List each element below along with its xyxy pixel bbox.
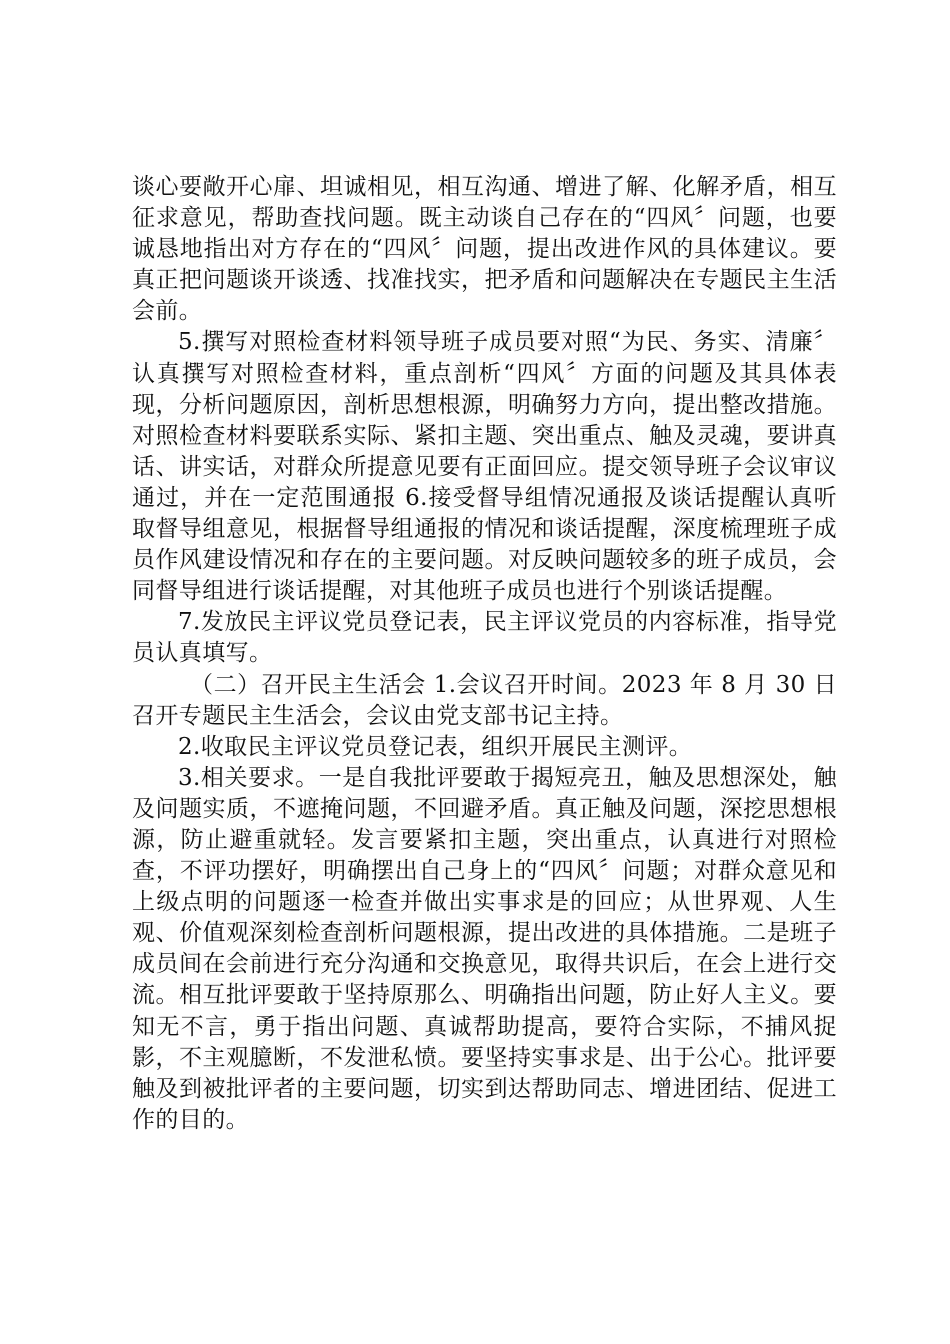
document-body [132,172,837,1136]
paragraph-item-3-requirements: 3.相关要求。一是自我批评要敢于揭短亮丑，触及思想深处，触及问题实质，不遮掩问题，不回避矛盾。真正触及问题，深挖思想根源，防止避重就轻。发言要紧扣主题，突出重点，认真进行对照检查，不评功摆好，明确摆出自己身上的“四风〞问题；对群众意见和上级点明的问题逐一检查并做出实事求是的回应；从世界观、人生观、价值观深刻检查剖析问题根源，提出改进的具体措施。二是班子成员间在会前进行充分沟通和交换意见，取得共识后，在会上进行交流。相互批评要敢于坚持原那么、明确指出问题，防止好人主义。要知无不言，勇于指出问题、真诚帮助提高，要符合实际，不捕风捉影，不主观臆断，不发泄私愤。要坚持实事求是、出于公心。批评要触及到被批评者的主要问题，切实到达帮助同志、增进团结、促进工作的目的。 [132,764,837,1133]
paragraph-heart-to-heart-talk: 谈心要敞开心扉、坦诚相见，相互沟通、增进了解、化解矛盾，相互征求意见，帮助查找问题。既主动谈自己存在的“四风〞问题，也要诚恳地指出对方存在的“四风〞问题，提出改进作风的具体建议。要真正把问题谈开谈透、找准找实，把矛盾和问题解决在专题民主生活会前。 [132,174,837,325]
paragraph-section-2-meeting: （二）召开民主生活会 1.会议召开时间。2023 年 8 月 30 日召开专题民主生活会，会议由党支部书记主持。 [132,671,837,729]
paragraph-item-2: 2.收取民主评议党员登记表，组织开展民主测评。 [178,733,693,760]
paragraph-item-5-and-6: 5.撰写对照检查材料领导班子成员要对照“为民、务实、清廉〞认真撰写对照检查材料，重点剖析“四风〞方面的问题及其具体表现，分析问题原因，剖析思想根源，明确努力方向，提出整改措施。对照检查材料要联系实际、紧扣主题、突出重点、触及灵魂，要讲真话、讲实话，对群众所提意见要有正面回应。提交领导班子会议审议通过，并在一定范围通报 6.接受督导组情况通报及谈话提醒认真听取督导组意见，根据督导组通报的情况和谈话提醒，深度梳理班子成员作风建设情况和存在的主要问题。对反映问题较多的班子成员，会同督导组进行谈话提醒，对其他班子成员也进行个别谈话提醒。 [132,329,837,605]
paragraph-item-7: 7.发放民主评议党员登记表，民主评议党员的内容标准，指导党员认真填写。 [132,609,837,667]
